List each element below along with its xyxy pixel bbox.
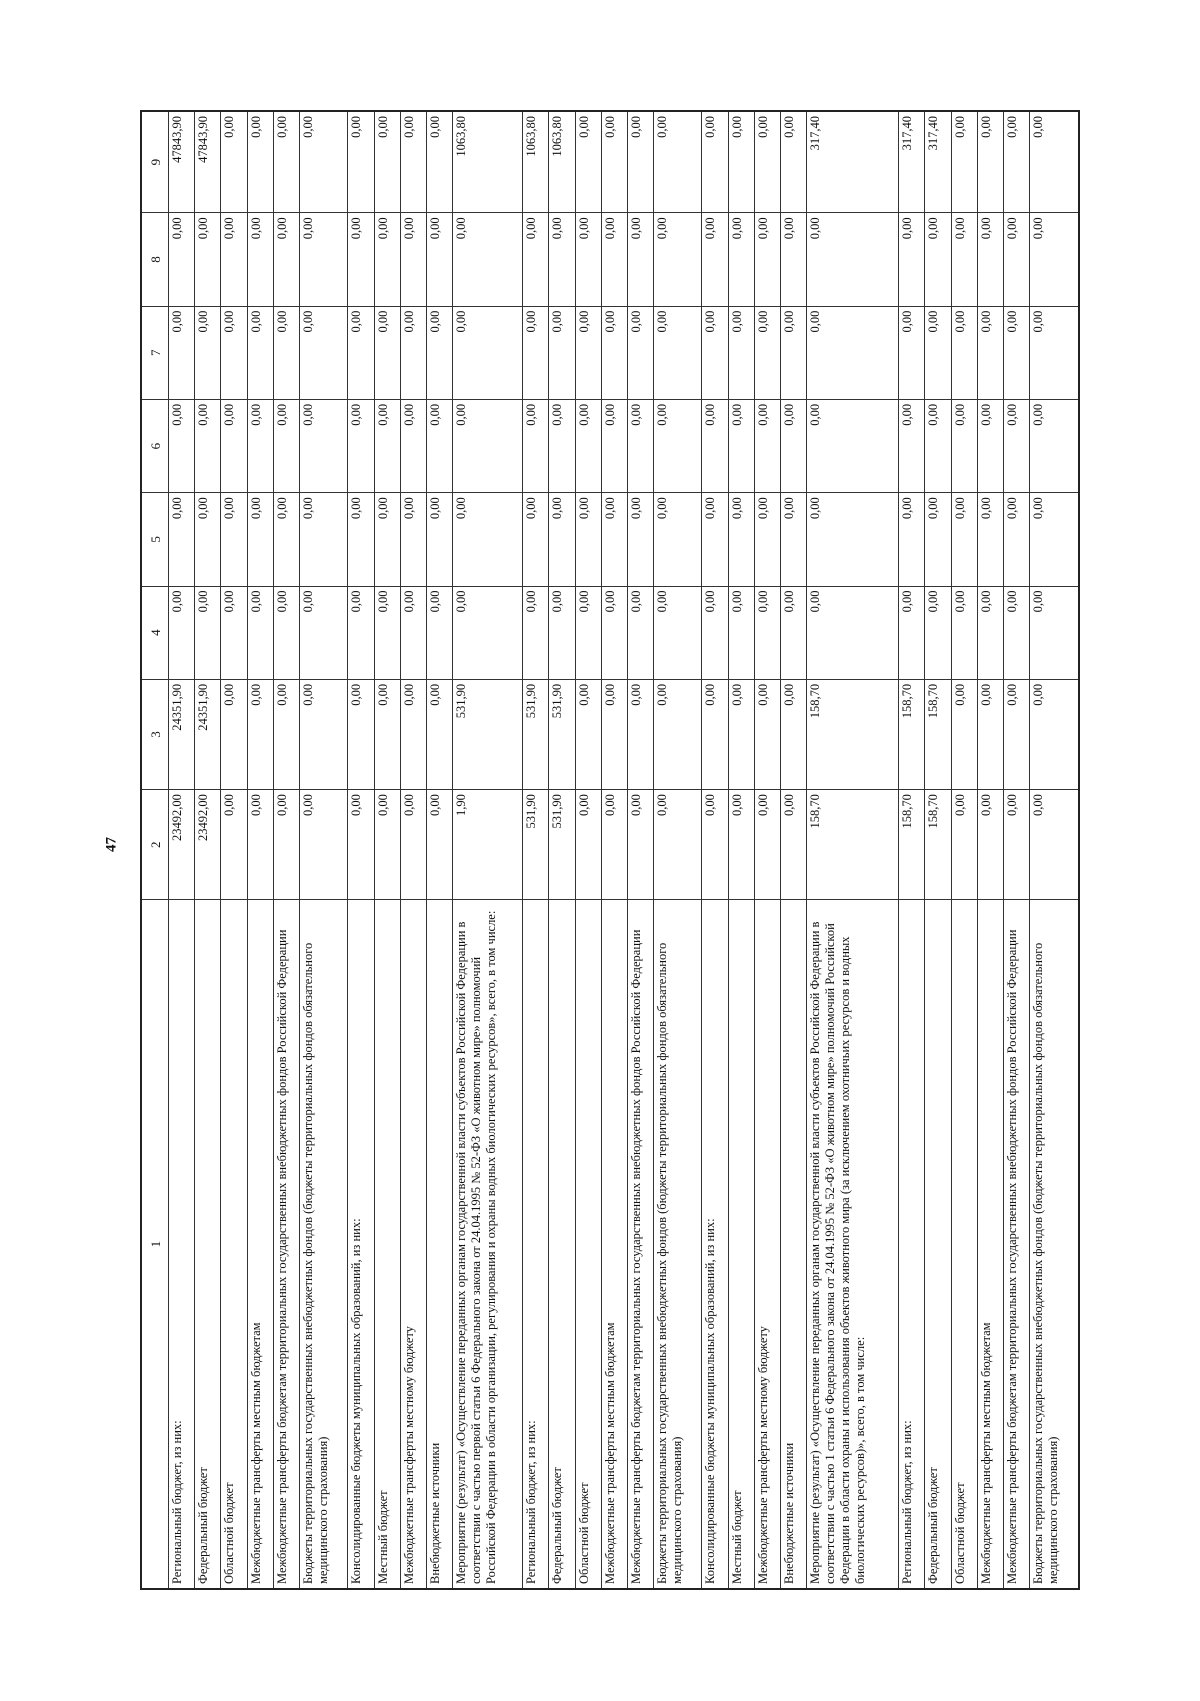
row-value-col-9: 0,00 <box>221 111 247 213</box>
row-value-col-5: 0,00 <box>1004 493 1030 586</box>
row-value-col-7: 0,00 <box>348 306 374 399</box>
row-value-col-6: 0,00 <box>426 399 452 492</box>
row-label: Местный бюджет <box>728 900 754 1589</box>
row-label: Областной бюджет <box>221 900 247 1589</box>
row-value-col-9: 0,00 <box>426 111 452 213</box>
row-value-col-6: 0,00 <box>247 399 273 492</box>
row-value-col-4: 0,00 <box>247 586 273 679</box>
row-value-col-6: 0,00 <box>374 399 400 492</box>
row-value-col-6: 0,00 <box>169 399 195 492</box>
table-row <box>654 111 702 1589</box>
row-value-col-8: 0,00 <box>400 213 426 306</box>
row-value-col-3: 24351,90 <box>169 679 195 789</box>
row-value-col-8: 0,00 <box>728 213 754 306</box>
row-value-col-5: 0,00 <box>300 493 348 586</box>
row-value-col-9: 1063,80 <box>453 111 523 213</box>
table-row <box>247 111 273 1589</box>
row-value-col-5: 0,00 <box>702 493 728 586</box>
row-label: Межбюджетные трансферты местным бюджетам <box>247 900 273 1589</box>
row-value-col-7: 0,00 <box>523 306 549 399</box>
row-value-col-6: 0,00 <box>575 399 601 492</box>
row-value-col-9: 0,00 <box>575 111 601 213</box>
row-value-col-6: 0,00 <box>899 399 925 492</box>
row-value-col-8: 0,00 <box>702 213 728 306</box>
row-value-col-3: 0,00 <box>654 679 702 789</box>
column-header-8: 8 <box>141 213 169 306</box>
row-value-col-4: 0,00 <box>169 586 195 679</box>
table-row <box>628 111 654 1589</box>
row-value-col-6: 0,00 <box>925 399 951 492</box>
row-value-col-6: 0,00 <box>549 399 575 492</box>
table-row <box>169 111 195 1589</box>
row-value-col-4: 0,00 <box>925 586 951 679</box>
row-value-col-7: 0,00 <box>575 306 601 399</box>
row-value-col-6: 0,00 <box>1004 399 1030 492</box>
row-value-col-2: 0,00 <box>1030 790 1079 900</box>
row-value-col-8: 0,00 <box>221 213 247 306</box>
row-value-col-5: 0,00 <box>195 493 221 586</box>
row-value-col-9: 317,40 <box>925 111 951 213</box>
row-value-col-8: 0,00 <box>754 213 780 306</box>
row-value-col-8: 0,00 <box>273 213 299 306</box>
row-value-col-7: 0,00 <box>1030 306 1079 399</box>
row-value-col-3: 0,00 <box>1004 679 1030 789</box>
row-value-col-2: 0,00 <box>977 790 1003 900</box>
row-value-col-3: 158,70 <box>925 679 951 789</box>
row-value-col-7: 0,00 <box>426 306 452 399</box>
row-label: Региональный бюджет, из них: <box>523 900 549 1589</box>
row-value-col-5: 0,00 <box>977 493 1003 586</box>
row-value-col-7: 0,00 <box>247 306 273 399</box>
row-value-col-8: 0,00 <box>169 213 195 306</box>
row-value-col-3: 0,00 <box>247 679 273 789</box>
row-value-col-4: 0,00 <box>273 586 299 679</box>
table-row <box>1030 111 1079 1589</box>
row-value-col-9: 317,40 <box>807 111 899 213</box>
row-value-col-6: 0,00 <box>400 399 426 492</box>
row-value-col-2: 0,00 <box>628 790 654 900</box>
row-value-col-5: 0,00 <box>400 493 426 586</box>
row-value-col-7: 0,00 <box>273 306 299 399</box>
table-row <box>549 111 575 1589</box>
row-value-col-6: 0,00 <box>628 399 654 492</box>
table-row <box>807 111 899 1589</box>
row-value-col-7: 0,00 <box>951 306 977 399</box>
row-value-col-8: 0,00 <box>247 213 273 306</box>
row-value-col-3: 531,90 <box>523 679 549 789</box>
row-value-col-9: 0,00 <box>628 111 654 213</box>
row-value-col-5: 0,00 <box>549 493 575 586</box>
row-value-col-4: 0,00 <box>1004 586 1030 679</box>
row-value-col-8: 0,00 <box>1030 213 1079 306</box>
row-value-col-6: 0,00 <box>754 399 780 492</box>
row-value-col-9: 0,00 <box>1004 111 1030 213</box>
row-value-col-3: 0,00 <box>1030 679 1079 789</box>
row-value-col-4: 0,00 <box>951 586 977 679</box>
row-value-col-6: 0,00 <box>702 399 728 492</box>
row-value-col-9: 0,00 <box>247 111 273 213</box>
row-value-col-8: 0,00 <box>575 213 601 306</box>
row-label: Федеральный бюджет <box>925 900 951 1589</box>
row-value-col-5: 0,00 <box>374 493 400 586</box>
row-value-col-7: 0,00 <box>169 306 195 399</box>
row-value-col-2: 0,00 <box>400 790 426 900</box>
row-label: Консолидированные бюджеты муниципальных образований, из них: <box>702 900 728 1589</box>
row-value-col-2: 0,00 <box>426 790 452 900</box>
row-value-col-5: 0,00 <box>523 493 549 586</box>
row-label: Бюджеты территориальных государственных внебюджетных фондов (бюджеты территориальных фондов обязательного медицинского страхования) <box>1030 900 1079 1589</box>
row-value-col-7: 0,00 <box>400 306 426 399</box>
table-row <box>1004 111 1030 1589</box>
row-value-col-3: 531,90 <box>549 679 575 789</box>
row-value-col-7: 0,00 <box>300 306 348 399</box>
row-value-col-3: 0,00 <box>977 679 1003 789</box>
row-label: Мероприятие (результат) «Осуществление переданных органам государственной власти субъектов Российской Федерации в соответствии с частью первой статьи 6 Федерального закона от 24.04.1995 № 52-ФЗ «О животном мире» полномочий Российской Федерации в области организации, регулирования и охраны водных биологических ресурсов», всего, в том числе: <box>453 900 523 1589</box>
row-value-col-9: 47843,90 <box>169 111 195 213</box>
row-label: Федеральный бюджет <box>549 900 575 1589</box>
row-value-col-2: 0,00 <box>601 790 627 900</box>
row-label: Внебюджетные источники <box>781 900 807 1589</box>
row-value-col-3: 0,00 <box>426 679 452 789</box>
row-value-col-5: 0,00 <box>807 493 899 586</box>
row-value-col-5: 0,00 <box>169 493 195 586</box>
row-value-col-4: 0,00 <box>523 586 549 679</box>
row-value-col-8: 0,00 <box>781 213 807 306</box>
row-value-col-5: 0,00 <box>453 493 523 586</box>
row-value-col-2: 0,00 <box>273 790 299 900</box>
row-value-col-6: 0,00 <box>348 399 374 492</box>
table-row <box>348 111 374 1589</box>
row-value-col-2: 0,00 <box>702 790 728 900</box>
row-value-col-2: 158,70 <box>807 790 899 900</box>
row-value-col-3: 0,00 <box>628 679 654 789</box>
row-value-col-3: 158,70 <box>899 679 925 789</box>
row-label: Межбюджетные трансферты бюджетам территориальных государственных внебюджетных фондов Российской Федерации <box>273 900 299 1589</box>
row-label: Областной бюджет <box>575 900 601 1589</box>
row-value-col-6: 0,00 <box>273 399 299 492</box>
row-value-col-5: 0,00 <box>221 493 247 586</box>
row-value-col-8: 0,00 <box>549 213 575 306</box>
row-value-col-9: 0,00 <box>702 111 728 213</box>
row-value-col-2: 0,00 <box>781 790 807 900</box>
row-label: Бюджеты территориальных государственных внебюджетных фондов (бюджеты территориальных фондов обязательного медицинского страхования) <box>300 900 348 1589</box>
row-value-col-7: 0,00 <box>374 306 400 399</box>
row-value-col-9: 0,00 <box>601 111 627 213</box>
row-label: Межбюджетные трансферты местному бюджету <box>754 900 780 1589</box>
table-row <box>781 111 807 1589</box>
row-value-col-3: 0,00 <box>221 679 247 789</box>
row-value-col-5: 0,00 <box>925 493 951 586</box>
row-label: Местный бюджет <box>374 900 400 1589</box>
column-header-7: 7 <box>141 306 169 399</box>
row-value-col-6: 0,00 <box>523 399 549 492</box>
table-body <box>169 111 1080 1589</box>
row-value-col-5: 0,00 <box>628 493 654 586</box>
row-value-col-3: 0,00 <box>300 679 348 789</box>
row-value-col-7: 0,00 <box>654 306 702 399</box>
row-value-col-6: 0,00 <box>951 399 977 492</box>
row-label: Межбюджетные трансферты бюджетам территориальных государственных внебюджетных фондов Российской Федерации <box>628 900 654 1589</box>
row-value-col-9: 317,40 <box>899 111 925 213</box>
row-value-col-5: 0,00 <box>754 493 780 586</box>
row-value-col-2: 0,00 <box>247 790 273 900</box>
row-value-col-5: 0,00 <box>575 493 601 586</box>
column-header-6: 6 <box>141 399 169 492</box>
row-value-col-5: 0,00 <box>781 493 807 586</box>
row-value-col-9: 1063,80 <box>523 111 549 213</box>
row-value-col-9: 0,00 <box>728 111 754 213</box>
row-value-col-9: 0,00 <box>374 111 400 213</box>
table-header-row <box>141 111 169 1589</box>
row-value-col-2: 531,90 <box>549 790 575 900</box>
rotated-sheet <box>140 110 1080 1590</box>
row-value-col-5: 0,00 <box>951 493 977 586</box>
table-row <box>601 111 627 1589</box>
row-value-col-4: 0,00 <box>221 586 247 679</box>
row-label: Федеральный бюджет <box>195 900 221 1589</box>
row-value-col-2: 0,00 <box>300 790 348 900</box>
row-value-col-4: 0,00 <box>754 586 780 679</box>
row-value-col-7: 0,00 <box>453 306 523 399</box>
row-value-col-7: 0,00 <box>728 306 754 399</box>
row-value-col-8: 0,00 <box>300 213 348 306</box>
row-value-col-4: 0,00 <box>654 586 702 679</box>
row-value-col-4: 0,00 <box>549 586 575 679</box>
row-value-col-6: 0,00 <box>977 399 1003 492</box>
row-value-col-5: 0,00 <box>426 493 452 586</box>
column-header-5: 5 <box>141 493 169 586</box>
page-number: 47 <box>103 837 120 852</box>
row-value-col-6: 0,00 <box>195 399 221 492</box>
row-label: Межбюджетные трансферты бюджетам территориальных государственных внебюджетных фондов Российской Федерации <box>1004 900 1030 1589</box>
row-value-col-2: 0,00 <box>754 790 780 900</box>
row-value-col-4: 0,00 <box>628 586 654 679</box>
row-value-col-3: 0,00 <box>575 679 601 789</box>
row-value-col-6: 0,00 <box>1030 399 1079 492</box>
row-value-col-7: 0,00 <box>977 306 1003 399</box>
row-value-col-7: 0,00 <box>754 306 780 399</box>
row-value-col-9: 0,00 <box>654 111 702 213</box>
table-row <box>300 111 348 1589</box>
row-value-col-5: 0,00 <box>348 493 374 586</box>
row-value-col-7: 0,00 <box>702 306 728 399</box>
row-value-col-3: 0,00 <box>273 679 299 789</box>
table-row <box>523 111 549 1589</box>
row-value-col-8: 0,00 <box>1004 213 1030 306</box>
row-value-col-2: 0,00 <box>1004 790 1030 900</box>
table-row <box>453 111 523 1589</box>
row-value-col-8: 0,00 <box>977 213 1003 306</box>
row-value-col-9: 0,00 <box>754 111 780 213</box>
table-row <box>899 111 925 1589</box>
row-value-col-2: 1,90 <box>453 790 523 900</box>
column-header-9: 9 <box>141 111 169 213</box>
row-value-col-4: 0,00 <box>300 586 348 679</box>
row-value-col-4: 0,00 <box>195 586 221 679</box>
row-label: Бюджеты территориальных государственных внебюджетных фондов (бюджеты территориальных фондов обязательного медицинского страхования) <box>654 900 702 1589</box>
table-row <box>195 111 221 1589</box>
row-value-col-8: 0,00 <box>195 213 221 306</box>
row-value-col-6: 0,00 <box>221 399 247 492</box>
table-row <box>221 111 247 1589</box>
row-value-col-3: 24351,90 <box>195 679 221 789</box>
table-row <box>977 111 1003 1589</box>
row-value-col-4: 0,00 <box>977 586 1003 679</box>
table-row <box>925 111 951 1589</box>
row-value-col-9: 0,00 <box>951 111 977 213</box>
row-value-col-5: 0,00 <box>601 493 627 586</box>
row-value-col-3: 0,00 <box>754 679 780 789</box>
row-value-col-5: 0,00 <box>247 493 273 586</box>
row-value-col-9: 0,00 <box>977 111 1003 213</box>
row-value-col-8: 0,00 <box>374 213 400 306</box>
row-value-col-6: 0,00 <box>300 399 348 492</box>
row-value-col-4: 0,00 <box>453 586 523 679</box>
row-value-col-3: 0,00 <box>951 679 977 789</box>
row-value-col-2: 0,00 <box>374 790 400 900</box>
row-value-col-9: 0,00 <box>400 111 426 213</box>
row-value-col-8: 0,00 <box>453 213 523 306</box>
row-value-col-4: 0,00 <box>575 586 601 679</box>
table-row <box>951 111 977 1589</box>
row-label: Мероприятие (результат) «Осуществление переданных органам государственной власти субъектов Российской Федерации в соответствии с частью 1 статьи 6 Федерального закона от 24.04.1995 № 52-ФЗ «О животном мире» полномочий Российской Федерации в области охраны и использования объектов животного мира (за исключением охотничьих ресурсов и водных биологических ресурсов)», всего, в том числе: <box>807 900 899 1589</box>
row-value-col-8: 0,00 <box>899 213 925 306</box>
table-row <box>575 111 601 1589</box>
table-row <box>374 111 400 1589</box>
row-value-col-6: 0,00 <box>601 399 627 492</box>
row-value-col-2: 0,00 <box>575 790 601 900</box>
table-row <box>426 111 452 1589</box>
row-value-col-3: 0,00 <box>728 679 754 789</box>
column-header-2: 2 <box>141 790 169 900</box>
column-header-4: 4 <box>141 586 169 679</box>
row-label: Региональный бюджет, из них: <box>899 900 925 1589</box>
row-label: Межбюджетные трансферты местным бюджетам <box>601 900 627 1589</box>
row-label: Консолидированные бюджеты муниципальных образований, из них: <box>348 900 374 1589</box>
row-value-col-8: 0,00 <box>426 213 452 306</box>
row-value-col-2: 0,00 <box>728 790 754 900</box>
row-value-col-3: 0,00 <box>781 679 807 789</box>
row-value-col-7: 0,00 <box>549 306 575 399</box>
row-value-col-8: 0,00 <box>628 213 654 306</box>
row-value-col-2: 23492,00 <box>169 790 195 900</box>
row-value-col-5: 0,00 <box>654 493 702 586</box>
row-value-col-2: 531,90 <box>523 790 549 900</box>
row-value-col-2: 23492,00 <box>195 790 221 900</box>
row-value-col-6: 0,00 <box>654 399 702 492</box>
row-value-col-3: 0,00 <box>400 679 426 789</box>
row-value-col-6: 0,00 <box>453 399 523 492</box>
row-value-col-4: 0,00 <box>374 586 400 679</box>
row-value-col-4: 0,00 <box>728 586 754 679</box>
row-value-col-4: 0,00 <box>348 586 374 679</box>
row-value-col-7: 0,00 <box>925 306 951 399</box>
row-value-col-8: 0,00 <box>925 213 951 306</box>
row-value-col-7: 0,00 <box>601 306 627 399</box>
row-value-col-6: 0,00 <box>807 399 899 492</box>
table-row <box>702 111 728 1589</box>
row-value-col-4: 0,00 <box>781 586 807 679</box>
row-value-col-4: 0,00 <box>601 586 627 679</box>
row-value-col-5: 0,00 <box>273 493 299 586</box>
row-value-col-3: 0,00 <box>374 679 400 789</box>
row-value-col-8: 0,00 <box>807 213 899 306</box>
row-value-col-4: 0,00 <box>1030 586 1079 679</box>
row-value-col-7: 0,00 <box>1004 306 1030 399</box>
row-value-col-2: 0,00 <box>951 790 977 900</box>
column-header-3: 3 <box>141 679 169 789</box>
row-label: Внебюджетные источники <box>426 900 452 1589</box>
row-value-col-7: 0,00 <box>899 306 925 399</box>
row-value-col-6: 0,00 <box>728 399 754 492</box>
budget-table <box>140 110 1080 1590</box>
row-value-col-7: 0,00 <box>628 306 654 399</box>
row-value-col-3: 158,70 <box>807 679 899 789</box>
row-value-col-9: 0,00 <box>781 111 807 213</box>
row-value-col-3: 0,00 <box>348 679 374 789</box>
row-label: Областной бюджет <box>951 900 977 1589</box>
row-value-col-9: 0,00 <box>1030 111 1079 213</box>
row-value-col-4: 0,00 <box>400 586 426 679</box>
row-value-col-8: 0,00 <box>523 213 549 306</box>
row-value-col-7: 0,00 <box>807 306 899 399</box>
table-row <box>728 111 754 1589</box>
row-value-col-9: 1063,80 <box>549 111 575 213</box>
row-value-col-4: 0,00 <box>899 586 925 679</box>
row-value-col-9: 0,00 <box>348 111 374 213</box>
row-value-col-2: 0,00 <box>348 790 374 900</box>
row-label: Межбюджетные трансферты местным бюджетам <box>977 900 1003 1589</box>
row-value-col-2: 0,00 <box>654 790 702 900</box>
row-value-col-4: 0,00 <box>702 586 728 679</box>
row-value-col-3: 531,90 <box>453 679 523 789</box>
column-header-1: 1 <box>141 900 169 1589</box>
row-value-col-3: 0,00 <box>702 679 728 789</box>
row-value-col-8: 0,00 <box>951 213 977 306</box>
row-value-col-2: 0,00 <box>221 790 247 900</box>
row-value-col-8: 0,00 <box>654 213 702 306</box>
row-value-col-9: 47843,90 <box>195 111 221 213</box>
table-row <box>754 111 780 1589</box>
table-row <box>273 111 299 1589</box>
row-label: Межбюджетные трансферты местному бюджету <box>400 900 426 1589</box>
row-value-col-6: 0,00 <box>781 399 807 492</box>
row-value-col-7: 0,00 <box>195 306 221 399</box>
row-value-col-5: 0,00 <box>1030 493 1079 586</box>
row-value-col-2: 158,70 <box>925 790 951 900</box>
table-row <box>400 111 426 1589</box>
row-value-col-3: 0,00 <box>601 679 627 789</box>
row-value-col-4: 0,00 <box>807 586 899 679</box>
row-value-col-2: 158,70 <box>899 790 925 900</box>
row-value-col-8: 0,00 <box>348 213 374 306</box>
row-value-col-7: 0,00 <box>781 306 807 399</box>
row-value-col-7: 0,00 <box>221 306 247 399</box>
row-value-col-5: 0,00 <box>728 493 754 586</box>
row-value-col-9: 0,00 <box>300 111 348 213</box>
row-value-col-4: 0,00 <box>426 586 452 679</box>
row-value-col-9: 0,00 <box>273 111 299 213</box>
row-value-col-8: 0,00 <box>601 213 627 306</box>
row-value-col-5: 0,00 <box>899 493 925 586</box>
row-label: Региональный бюджет, из них: <box>169 900 195 1589</box>
